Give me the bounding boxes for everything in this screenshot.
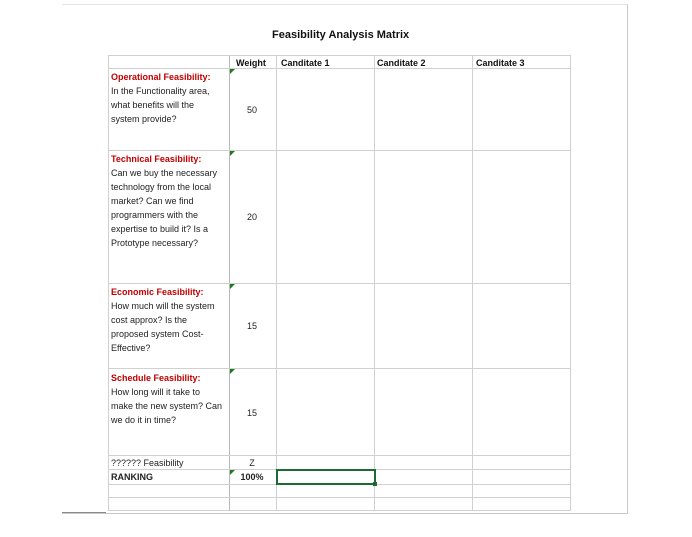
cell-comment-indicator bbox=[230, 284, 235, 289]
weight-schedule[interactable]: 15 bbox=[246, 408, 257, 418]
criterion-heading: Technical Feasibility: bbox=[111, 154, 202, 164]
cell-comment-indicator bbox=[230, 69, 235, 74]
criterion-schedule[interactable] bbox=[111, 371, 223, 427]
sheet-corner-mark bbox=[62, 512, 106, 513]
criterion-economic[interactable] bbox=[111, 285, 223, 355]
cell-comment-indicator bbox=[230, 369, 235, 374]
weight-operational[interactable]: 50 bbox=[246, 105, 257, 115]
criterion-description: How long will it take to make the new system? Can we do it in time? bbox=[111, 387, 223, 425]
fill-handle[interactable] bbox=[373, 482, 377, 486]
header-weight: Weight bbox=[236, 58, 266, 68]
criterion-technical[interactable] bbox=[111, 152, 223, 250]
criterion-unknown[interactable]: ?????? Feasibility bbox=[111, 458, 184, 468]
criterion-heading: Operational Feasibility: bbox=[111, 72, 211, 82]
matrix-title: Feasibility Analysis Matrix bbox=[272, 29, 410, 41]
ranking-weight-total[interactable]: 100% bbox=[240, 472, 264, 482]
weight-unknown[interactable]: Z bbox=[249, 458, 255, 468]
header-candidate-1: Canditate 1 bbox=[281, 58, 330, 68]
header-candidate-2: Canditate 2 bbox=[377, 58, 426, 68]
criterion-heading: Economic Feasibility: bbox=[111, 287, 204, 297]
weight-technical[interactable]: 20 bbox=[246, 212, 257, 222]
ranking-label: RANKING bbox=[111, 472, 153, 482]
criterion-description: In the Functionality area, what benefits will the system provide? bbox=[111, 86, 210, 124]
cell-comment-indicator bbox=[230, 151, 235, 156]
selected-cell-candidate-1-ranking[interactable] bbox=[276, 469, 376, 485]
criterion-description: Can we buy the necessary technology from the local market? Can we find programmers with the expertise to build it? Is a Prototype necessary? bbox=[111, 168, 218, 248]
criterion-description: How much will the system cost approx? Is the proposed system Cost-Effective? bbox=[111, 301, 215, 353]
header-candidate-3: Canditate 3 bbox=[476, 58, 525, 68]
criterion-heading: Schedule Feasibility: bbox=[111, 373, 201, 383]
criterion-operational[interactable] bbox=[111, 70, 223, 126]
weight-economic[interactable]: 15 bbox=[246, 321, 257, 331]
